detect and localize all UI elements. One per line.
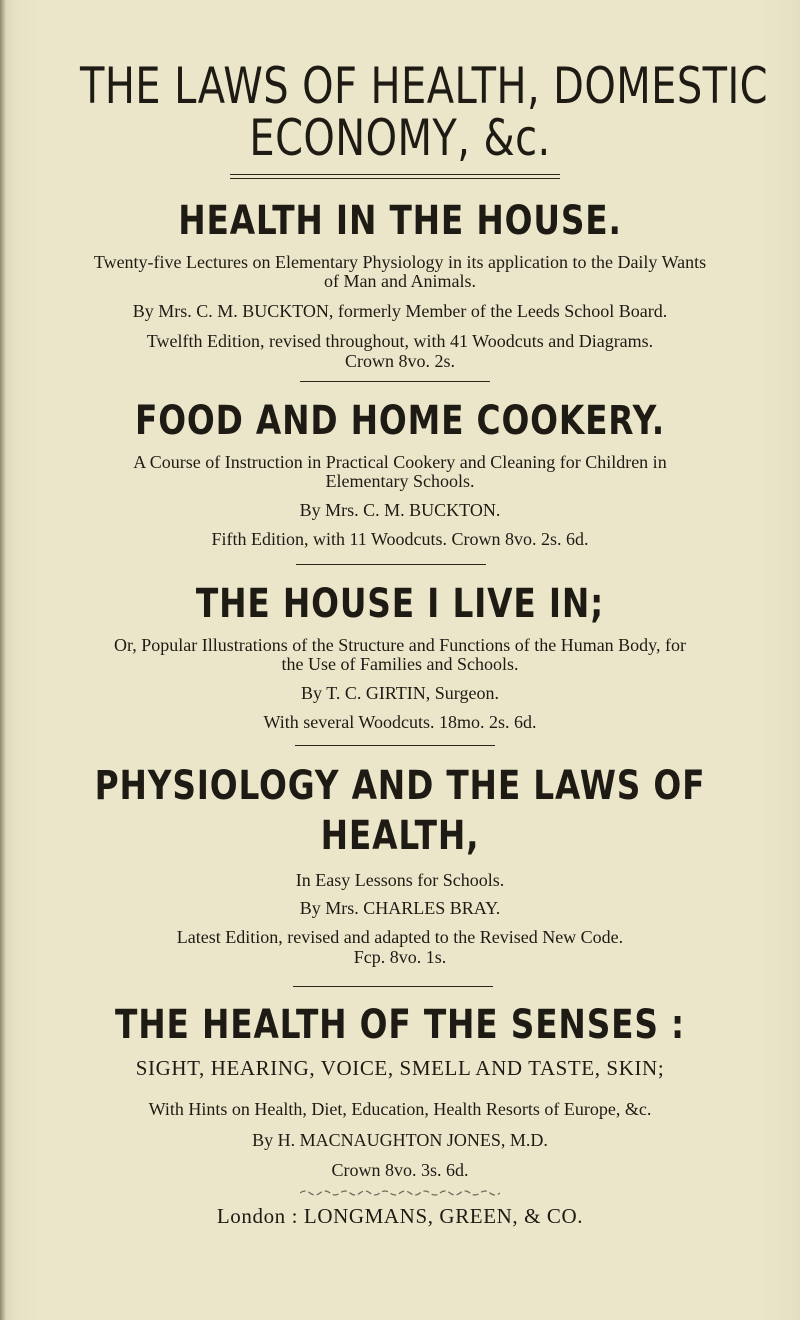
book2-edition: Fifth Edition, with 11 Woodcuts. Crown 8vo. 2s. 6d.: [211, 529, 589, 549]
header-title-line1: THE LAWS OF HEALTH, DOMESTIC: [80, 57, 768, 115]
rule-3: [295, 745, 495, 746]
book5-desc: With Hints on Health, Diet, Education, Health Resorts of Europe, &c.: [148, 1099, 652, 1119]
header-double-rule: [230, 174, 560, 179]
book3-desc-line2: the Use of Families and Schools.: [281, 654, 519, 674]
book2-author: By Mrs. C. M. BUCKTON.: [299, 500, 501, 520]
book5-author: By H. MACNAUGHTON JONES, M.D.: [252, 1130, 548, 1150]
book1-desc-line1: Twenty-five Lectures on Elementary Physiology in its application to the Daily Wants: [93, 252, 707, 272]
book3-title: THE HOUSE I LIVE IN;: [195, 581, 605, 627]
rule-1: [300, 381, 490, 382]
book2-desc-line2: Elementary Schools.: [325, 471, 475, 491]
header-title-line2: ECONOMY, &c.: [249, 109, 551, 167]
book5-edition: Crown 8vo. 3s. 6d.: [331, 1160, 469, 1180]
book1-desc-line2: of Man and Animals.: [324, 271, 476, 291]
book2-title: FOOD AND HOME COOKERY.: [134, 398, 666, 444]
book1-edition-line1: Twelfth Edition, revised throughout, with 41 Woodcuts and Diagrams.: [146, 331, 654, 351]
book3-desc-line1: Or, Popular Illustrations of the Structure and Functions of the Human Body, for: [113, 635, 687, 655]
publisher-imprint: London : LONGMANS, GREEN, & CO.: [216, 1204, 584, 1228]
book3-edition: With several Woodcuts. 18mo. 2s. 6d.: [263, 712, 537, 732]
rule-2: [296, 564, 486, 565]
wavy-divider: [300, 1189, 500, 1199]
book1-author: By Mrs. C. M. BUCKTON, formerly Member of the Leeds School Board.: [132, 301, 668, 321]
book4-title-line2: HEALTH,: [320, 813, 480, 859]
book2-desc-line1: A Course of Instruction in Practical Cookery and Cleaning for Children in: [133, 452, 667, 472]
book4-edition-line2: Fcp. 8vo. 1s.: [353, 947, 447, 967]
book4-author: By Mrs. CHARLES BRAY.: [299, 898, 501, 918]
book4-edition-line1: Latest Edition, revised and adapted to the Revised New Code.: [176, 927, 624, 947]
rule-4: [293, 986, 493, 987]
book5-subtitle: SIGHT, HEARING, VOICE, SMELL AND TASTE, SKIN;: [135, 1056, 665, 1080]
book1-title: HEALTH IN THE HOUSE.: [178, 198, 622, 244]
book4-title-line1: PHYSIOLOGY AND THE LAWS OF: [94, 763, 706, 809]
book3-author: By T. C. GIRTIN, Surgeon.: [301, 683, 499, 703]
book5-title: THE HEALTH OF THE SENSES :: [115, 1002, 685, 1048]
book4-desc: In Easy Lessons for Schools.: [295, 870, 505, 890]
book1-edition-line2: Crown 8vo. 2s.: [344, 351, 455, 371]
